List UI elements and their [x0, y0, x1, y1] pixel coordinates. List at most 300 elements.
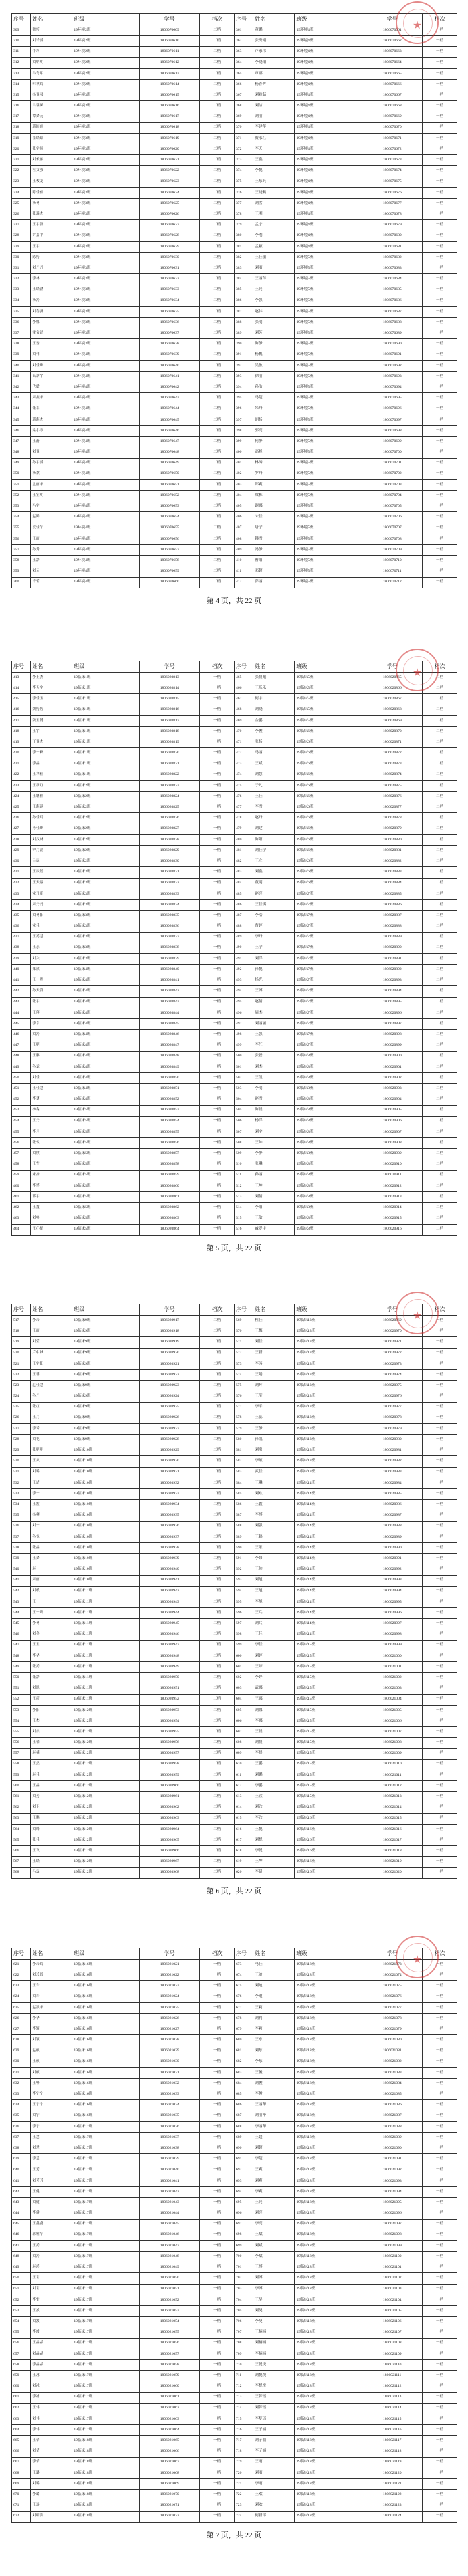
row-index: 351: [12, 479, 31, 490]
row-index: 370: [234, 122, 253, 133]
table-row: [12, 1759, 457, 1770]
row-index: 646: [12, 2230, 31, 2240]
grade-level: 二档: [423, 878, 457, 889]
class-name: 19临床5班: [295, 705, 362, 715]
column-header: 班级: [72, 1948, 140, 1960]
row-index: 619: [234, 1857, 253, 1867]
student-id: 1806020822: [140, 770, 200, 780]
student-name: 赵丹: [253, 813, 295, 824]
grade-level: 二档: [423, 1084, 457, 1094]
student-id: 1806020925: [140, 1402, 200, 1413]
student-id: 1806020872: [362, 748, 423, 759]
grade-level: 一档: [423, 1478, 457, 1488]
student-name: 张秀娟: [253, 36, 295, 47]
student-id: 1806020953: [140, 1705, 200, 1716]
student-id: 1806070649: [140, 458, 200, 469]
table-row: [12, 2479, 457, 2490]
student-id: 1806070632: [140, 274, 200, 285]
class-name: 19临床16班: [72, 2024, 140, 2035]
grade-level: 二档: [200, 1326, 235, 1337]
row-index: 459: [12, 1170, 31, 1181]
student-name: 孙浩: [253, 382, 295, 393]
student-id: 1806020844: [140, 1008, 200, 1018]
class-name: 19临床13班: [295, 1381, 362, 1391]
student-name: 刘丽: [253, 112, 295, 122]
row-index: 558: [12, 1759, 31, 1770]
row-index: 394: [234, 382, 253, 393]
grade-level: 一档: [423, 252, 457, 263]
row-index: 384: [234, 274, 253, 285]
grade-level: 二档: [200, 501, 235, 512]
class-name: 19环境5班: [295, 285, 362, 296]
class-name: 19临床4班: [72, 965, 140, 975]
grade-level: 一档: [423, 512, 457, 523]
row-index: 571: [234, 1337, 253, 1348]
row-index: 375: [234, 177, 253, 187]
column-header: 档次: [423, 661, 457, 673]
student-id: 1806020848: [140, 1051, 200, 1062]
row-index: 529: [12, 1445, 31, 1456]
class-name: 19环境5班: [295, 318, 362, 328]
student-id: 1806021021: [140, 1960, 200, 1970]
class-name: 19环境4班: [295, 177, 362, 187]
row-index: 314: [12, 79, 31, 90]
student-name: 刘东: [253, 2046, 295, 2057]
student-id: 1806070697: [362, 415, 423, 425]
table-row: [12, 2046, 457, 2057]
grade-level: 二档: [423, 715, 457, 726]
student-name: 王静: [253, 1423, 295, 1434]
table-row: [12, 867, 457, 878]
class-name: 19环境4班: [72, 447, 140, 458]
student-name: 孟颖: [253, 241, 295, 252]
row-index: 678: [234, 2013, 253, 2024]
class-name: 19临床15班: [295, 1781, 362, 1792]
student-id: 1806021010: [362, 1759, 423, 1770]
grade-level: 二档: [200, 1359, 235, 1369]
grade-level: 二档: [200, 1586, 235, 1597]
grade-level: 二档: [200, 512, 235, 523]
student-id: 1806070685: [362, 285, 423, 296]
grade-level: 一档: [423, 1445, 457, 1456]
class-name: 19环境5班: [295, 545, 362, 556]
student-name: 王俊: [253, 2067, 295, 2078]
student-name: 武娜: [253, 1683, 295, 1694]
class-name: 19临床4班: [72, 986, 140, 997]
student-name: 王娜: [253, 1694, 295, 1705]
grade-level: 一档: [200, 2035, 235, 2046]
grade-level: 一档: [200, 2154, 235, 2165]
table-row: [12, 1629, 457, 1640]
row-index: 369: [234, 112, 253, 122]
student-name: 郭海杰: [31, 415, 72, 425]
class-name: 19临床4班: [72, 1040, 140, 1051]
table-row: [12, 1992, 457, 2002]
column-header: 班级: [295, 14, 362, 25]
student-name: 李玉杰: [31, 673, 72, 683]
student-name: 张学顺: [31, 144, 72, 155]
student-name: 杜佳: [253, 1316, 295, 1326]
table-row: [12, 975, 457, 986]
student-id: 1806021013: [362, 1792, 423, 1802]
row-index: 346: [12, 425, 31, 436]
student-id: 1806020936: [140, 1521, 200, 1532]
class-name: 19临床2班: [72, 824, 140, 834]
row-index: 494: [234, 986, 253, 997]
grade-level: 一档: [200, 759, 235, 770]
student-id: 1806020995: [362, 1597, 423, 1607]
grade-level: 一档: [423, 1619, 457, 1629]
row-index: 485: [234, 889, 253, 899]
grade-level: 一档: [423, 479, 457, 490]
student-name: 张杨: [253, 737, 295, 748]
student-name: 李梦瑶: [253, 2414, 295, 2424]
row-index: 417: [12, 715, 31, 726]
grade-level: 一档: [423, 199, 457, 209]
student-id: 1806020857: [140, 1149, 200, 1159]
row-index: 428: [12, 834, 31, 845]
class-name: 19临床14班: [295, 1532, 362, 1542]
class-name: 19环境4班: [72, 545, 140, 556]
row-index: 587: [234, 1510, 253, 1521]
student-name: 李红: [253, 1040, 295, 1051]
student-id: 1806021072: [140, 2511, 200, 2522]
row-index: 620: [234, 1867, 253, 1878]
table-row: [12, 748, 457, 759]
student-name: 刘佳: [31, 1072, 72, 1083]
row-index: 600: [234, 1651, 253, 1661]
student-name: 周杰: [253, 1008, 295, 1018]
student-name: 王丽华: [253, 2100, 295, 2111]
student-id: 1806020881: [362, 846, 423, 856]
column-header: 姓名: [253, 14, 295, 25]
row-index: 536: [12, 1521, 31, 1532]
student-id: 1806070627: [140, 220, 200, 231]
class-name: 19环境3班: [72, 328, 140, 339]
class-name: 19临床18班: [295, 2143, 362, 2154]
class-name: 19临床18班: [295, 2133, 362, 2143]
row-index: 339: [12, 350, 31, 360]
student-name: 刘涛: [31, 2252, 72, 2262]
class-name: 19临床3班: [72, 921, 140, 932]
student-name: 王琳: [253, 1478, 295, 1488]
class-name: 19临床12班: [72, 1846, 140, 1857]
row-index: 438: [12, 943, 31, 953]
row-index: 411: [234, 566, 253, 577]
row-index: 645: [12, 2219, 31, 2230]
class-name: 19环境4班: [295, 144, 362, 155]
class-name: 19环境2班: [72, 36, 140, 47]
grade-level: 一档: [423, 1542, 457, 1553]
grade-level: 一档: [423, 2490, 457, 2500]
grade-level: 一档: [423, 501, 457, 512]
student-id: 1806070688: [362, 318, 423, 328]
student-name: 王强: [253, 1030, 295, 1040]
table-row: [12, 1564, 457, 1575]
student-id: 1806021015: [362, 1813, 423, 1824]
student-name: 王蕊: [253, 1413, 295, 1423]
row-index: 626: [12, 2013, 31, 2024]
row-index: 332: [12, 274, 31, 285]
student-name: 张明: [253, 318, 295, 328]
grade-level: 一档: [423, 2468, 457, 2478]
class-name: 19临床13班: [295, 1456, 362, 1467]
class-name: 19环境4班: [72, 501, 140, 512]
grade-level: 一档: [423, 2057, 457, 2067]
student-id: 1806020818: [140, 726, 200, 737]
class-name: 19临床8班: [295, 1138, 362, 1149]
grade-level: 一档: [200, 932, 235, 943]
grade-level: 一档: [423, 177, 457, 187]
row-index: 591: [234, 1554, 253, 1564]
class-name: 19临床8班: [295, 1181, 362, 1191]
row-index: 401: [234, 458, 253, 469]
column-header: 班级: [72, 1304, 140, 1316]
class-name: 19环境3班: [72, 90, 140, 101]
student-id: 1806070694: [362, 382, 423, 393]
student-name: 李阳: [253, 1203, 295, 1213]
grade-level: 一档: [423, 1960, 457, 1970]
row-index: 625: [12, 2002, 31, 2013]
student-id: 1806020920: [140, 1348, 200, 1359]
table-row: [12, 878, 457, 889]
table-row: [12, 1981, 457, 1992]
student-name: 王辰婷: [31, 867, 72, 878]
grade-level: 二档: [200, 57, 235, 68]
grade-level: 一档: [200, 1170, 235, 1181]
class-name: 19临床12班: [72, 1857, 140, 1867]
student-name: 王旭: [253, 1586, 295, 1597]
student-id: 1806020987: [362, 1510, 423, 1521]
student-id: 1806020892: [362, 965, 423, 975]
row-index: 310: [12, 36, 31, 47]
student-name: 刘博: [253, 2273, 295, 2284]
grade-level: 二档: [200, 566, 235, 577]
row-index: 383: [234, 263, 253, 274]
student-name: 马磊: [31, 1867, 72, 1878]
grade-level: 一档: [200, 943, 235, 953]
student-name: 孟丽华: [31, 479, 72, 490]
student-id: 1806021038: [140, 2143, 200, 2154]
grade-level: 一档: [200, 2273, 235, 2284]
row-index: 523: [12, 1381, 31, 1391]
grade-level: 一档: [423, 1369, 457, 1380]
student-id: 1806020870: [362, 726, 423, 737]
student-name: 王伟: [31, 2403, 72, 2414]
student-name: 王瑶: [31, 2500, 72, 2511]
student-id: 1806020898: [362, 1030, 423, 1040]
class-name: 19临床18班: [295, 2046, 362, 2057]
student-name: 李颖: [31, 2024, 72, 2035]
class-name: 19环境5班: [295, 534, 362, 544]
class-name: 19临床1班: [72, 748, 140, 759]
student-name: 王慧: [31, 2133, 72, 2143]
student-id: 1806021003: [362, 1683, 423, 1694]
row-index: 639: [12, 2154, 31, 2165]
row-index: 364: [234, 57, 253, 68]
student-name: 李佳: [253, 1640, 295, 1651]
table-row: [12, 1445, 457, 1456]
student-id: 1806070666: [362, 79, 423, 90]
row-index: 695: [234, 2198, 253, 2208]
student-id: 1806021040: [140, 2165, 200, 2176]
student-name: 李博: [31, 1181, 72, 1191]
grade-level: 一档: [200, 813, 235, 824]
student-name: 王亮: [253, 285, 295, 296]
student-id: 1806070663: [362, 47, 423, 57]
document-page: [0, 0, 468, 642]
student-name: 刘勇: [253, 1445, 295, 1456]
row-index: 368: [234, 101, 253, 112]
grade-level: 一档: [423, 1792, 457, 1802]
grade-level: 二档: [200, 285, 235, 296]
table-row: [12, 469, 457, 479]
row-index: 389: [234, 328, 253, 339]
student-name: 王波: [31, 2306, 72, 2317]
student-id: 1806021112: [362, 2381, 423, 2392]
student-id: 1806070611: [140, 47, 200, 57]
column-header: 序号: [234, 1304, 253, 1316]
student-name: 钟月清: [31, 846, 72, 856]
class-name: 19临床18班: [295, 2490, 362, 2500]
column-header: 班级: [72, 14, 140, 25]
row-index: 498: [234, 1030, 253, 1040]
class-name: 19临床10班: [72, 1478, 140, 1488]
student-name: 刘爽: [253, 2176, 295, 2186]
student-name: 李卓: [31, 1019, 72, 1030]
student-id: 1806021122: [362, 2490, 423, 2500]
row-index: 309: [12, 25, 31, 36]
class-name: 19临床17班: [72, 2284, 140, 2295]
grade-level: 二档: [200, 360, 235, 371]
student-name: 刘汉林: [31, 834, 72, 845]
column-header: 姓名: [253, 1304, 295, 1316]
grade-level: 一档: [423, 2392, 457, 2403]
student-id: 1806020981: [362, 1445, 423, 1456]
row-index: 531: [12, 1467, 31, 1478]
grade-level: 二档: [200, 458, 235, 469]
student-id: 1806020921: [140, 1359, 200, 1369]
class-name: 19临床16班: [295, 1813, 362, 1824]
row-index: 713: [234, 2392, 253, 2403]
class-name: 19临床15班: [295, 1694, 362, 1705]
row-index: 432: [12, 878, 31, 889]
student-name: 王宝明: [31, 491, 72, 501]
student-name: 梁栋: [253, 491, 295, 501]
student-name: 李刚: [253, 231, 295, 241]
grade-level: 二档: [200, 1673, 235, 1683]
student-id: 1806021068: [140, 2468, 200, 2478]
row-index: 497: [234, 1019, 253, 1030]
row-index: 680: [234, 2035, 253, 2046]
grade-level: 一档: [423, 534, 457, 544]
class-name: 19环境4班: [72, 360, 140, 371]
student-name: 刘涛: [31, 1030, 72, 1040]
student-id: 1806021116: [362, 2425, 423, 2436]
class-name: 19临床13班: [295, 1467, 362, 1478]
class-name: 19临床2班: [72, 856, 140, 867]
student-id: 1806021008: [362, 1738, 423, 1748]
grade-level: 一档: [200, 921, 235, 932]
row-index: 321: [12, 155, 31, 166]
grade-level: 一档: [423, 491, 457, 501]
row-index: 615: [234, 1813, 253, 1824]
row-index: 515: [234, 1213, 253, 1224]
row-index: 540: [12, 1564, 31, 1575]
student-id: 1806021090: [362, 2143, 423, 2154]
table-row: [12, 770, 457, 780]
grade-level: 二档: [200, 25, 235, 36]
table-row: [12, 1867, 457, 1878]
class-name: 19临床18班: [295, 2240, 362, 2251]
student-id: 1806070700: [362, 447, 423, 458]
student-id: 1806070668: [362, 101, 423, 112]
student-id: 1806020873: [362, 759, 423, 770]
table-row: [12, 2079, 457, 2089]
table-row: [12, 199, 457, 209]
grade-level: 二档: [423, 673, 457, 683]
student-name: 王宇泽: [31, 220, 72, 231]
table-row: [12, 737, 457, 748]
class-name: 19临床13班: [295, 1369, 362, 1380]
grade-level: 一档: [200, 705, 235, 715]
class-name: 19临床17班: [72, 2198, 140, 2208]
row-index: 456: [12, 1138, 31, 1149]
grade-level: 二档: [200, 231, 235, 241]
table-row: [12, 673, 457, 683]
student-name: 孙佳玲: [31, 813, 72, 824]
student-id: 1806070696: [362, 404, 423, 415]
column-header: 学号: [140, 14, 200, 25]
class-name: 19临床18班: [295, 2024, 362, 2035]
table-row: [12, 943, 457, 953]
student-id: 1806070671: [362, 133, 423, 144]
class-name: 19临床9班: [72, 1413, 140, 1423]
table-row: [12, 997, 457, 1008]
row-index: 526: [12, 1413, 31, 1423]
student-id: 1806020960: [140, 1781, 200, 1792]
student-id: 1806020941: [140, 1575, 200, 1586]
grade-level: 一档: [200, 889, 235, 899]
grade-level: 二档: [200, 122, 235, 133]
class-name: 19临床14班: [295, 1510, 362, 1521]
row-index: 499: [234, 1040, 253, 1051]
grade-level: 二档: [200, 318, 235, 328]
class-name: 19环境3班: [72, 296, 140, 306]
class-name: 19临床12班: [72, 1770, 140, 1780]
student-id: 1806021049: [140, 2262, 200, 2273]
row-index: 603: [234, 1683, 253, 1694]
student-name: 刘冬阳: [31, 911, 72, 921]
student-id: 1806020947: [140, 1640, 200, 1651]
class-name: 19环境4班: [72, 415, 140, 425]
class-name: 19临床6班: [295, 759, 362, 770]
table-row: [12, 447, 457, 458]
class-name: 19临床5班: [72, 1224, 140, 1235]
class-name: 19临床4班: [72, 1072, 140, 1083]
grade-level: 二档: [423, 953, 457, 964]
grade-level: 一档: [423, 2500, 457, 2511]
student-id: 1806020858: [140, 1159, 200, 1170]
student-id: 1806020929: [140, 1445, 200, 1456]
row-index: 581: [234, 1445, 253, 1456]
row-index: 360: [12, 577, 31, 588]
class-name: 19临床7班: [295, 943, 362, 953]
student-id: 1806021051: [140, 2284, 200, 2295]
student-name: 王佳: [253, 1629, 295, 1640]
student-name: 李琦: [31, 1423, 72, 1434]
student-name: 赵伟: [253, 306, 295, 317]
